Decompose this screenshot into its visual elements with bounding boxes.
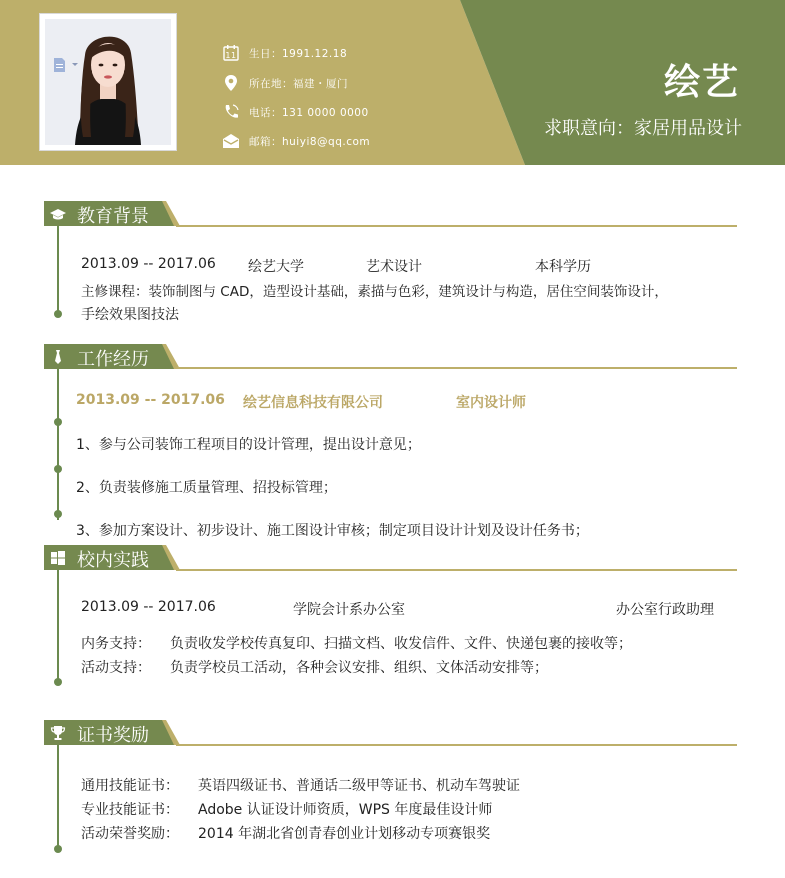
graduation-cap-icon (50, 206, 66, 222)
job-intent: 求职意向：家居用品设计 (544, 118, 742, 139)
work-position: 室内设计师 (456, 395, 526, 411)
section-rule-campus (176, 569, 737, 571)
mail-icon (222, 132, 240, 150)
education-period: 2013.09 -- 2017.06 (81, 256, 216, 272)
section-rule-awards (176, 744, 737, 746)
campus-period: 2013.09 -- 2017.06 (81, 599, 216, 615)
tie-icon (50, 349, 66, 365)
candidate-name: 绘艺 (663, 62, 740, 103)
calendar-icon (222, 44, 240, 62)
award-text-3: 2014 年湖北省创青春创业计划移动专项赛银奖 (198, 826, 491, 842)
birthdate-text: 生日：1991.12.18 (249, 48, 348, 60)
section-label-work: 工作经历 (77, 349, 149, 370)
campus-duty2-text: 负责学校员工活动，各种会议安排、组织、文体活动安排等； (170, 660, 548, 676)
award-text-2: Adobe 认证设计师资质，WPS 年度最佳设计师 (198, 802, 493, 818)
windows-icon (50, 550, 66, 566)
timeline-dot-work-3 (54, 510, 62, 518)
timeline-dot-education (54, 310, 62, 318)
email-text: 邮箱：huiyi8@qq.com (249, 136, 371, 148)
trophy-icon (50, 725, 66, 741)
resume-header (0, 0, 785, 165)
timeline-work (57, 369, 59, 520)
timeline-dot-campus (54, 678, 62, 686)
timeline-dot-work-2 (54, 465, 62, 473)
section-label-education: 教育背景 (77, 206, 149, 227)
award-label-1: 通用技能证书： (81, 778, 179, 794)
timeline-campus (57, 570, 59, 682)
location-pin-icon (222, 74, 240, 92)
award-text-1: 英语四级证书、普通话二级甲等证书、机动车驾驶证 (198, 778, 520, 794)
education-courses-line1: 主修课程：装饰制图与 CAD，造型设计基础，素描与色彩，建筑设计与构造，居住空间装饰设计， (81, 284, 668, 300)
timeline-dot-awards (54, 845, 62, 853)
campus-duty2-label: 活动支持： (81, 660, 151, 676)
timeline-awards (57, 745, 59, 849)
location-text: 所在地：福建・厦门 (249, 78, 348, 90)
education-school: 绘艺大学 (248, 259, 304, 275)
campus-org: 学院会计系办公室 (293, 602, 405, 618)
work-company: 绘艺信息科技有限公司 (243, 395, 383, 411)
phone-icon (222, 103, 240, 121)
education-major: 艺术设计 (366, 259, 422, 275)
award-label-2: 专业技能证书： (81, 802, 179, 818)
section-rule-education (176, 225, 737, 227)
campus-duty1-text: 负责收发学校传真复印、扫描文档、收发信件、文件、快递包裹的接收等； (170, 636, 632, 652)
section-label-awards: 证书奖励 (77, 725, 149, 746)
work-period: 2013.09 -- 2017.06 (76, 392, 225, 408)
work-duty-2: 2、负责装修施工质量管理、招投标管理； (76, 480, 337, 496)
work-duty-1: 1、参与公司装饰工程项目的设计管理，提出设计意见； (76, 437, 421, 453)
section-label-campus: 校内实践 (77, 550, 149, 571)
education-degree: 本科学历 (535, 259, 591, 275)
campus-duty1-label: 内务支持： (81, 636, 151, 652)
svg-text:11: 11 (225, 51, 237, 60)
work-duty-3: 3、参加方案设计、初步设计、施工图设计审核；制定项目设计计划及设计任务书； (76, 523, 589, 539)
education-courses-line2: 手绘效果图技法 (81, 307, 179, 323)
section-rule-work (176, 367, 737, 369)
phone-text: 电话：131 0000 0000 (249, 107, 369, 119)
timeline-dot-work-1 (54, 418, 62, 426)
profile-photo-frame (40, 14, 176, 150)
profile-photo (45, 19, 171, 145)
award-label-3: 活动荣誉奖励： (81, 826, 179, 842)
timeline-education (57, 226, 59, 314)
campus-role: 办公室行政助理 (616, 602, 714, 618)
